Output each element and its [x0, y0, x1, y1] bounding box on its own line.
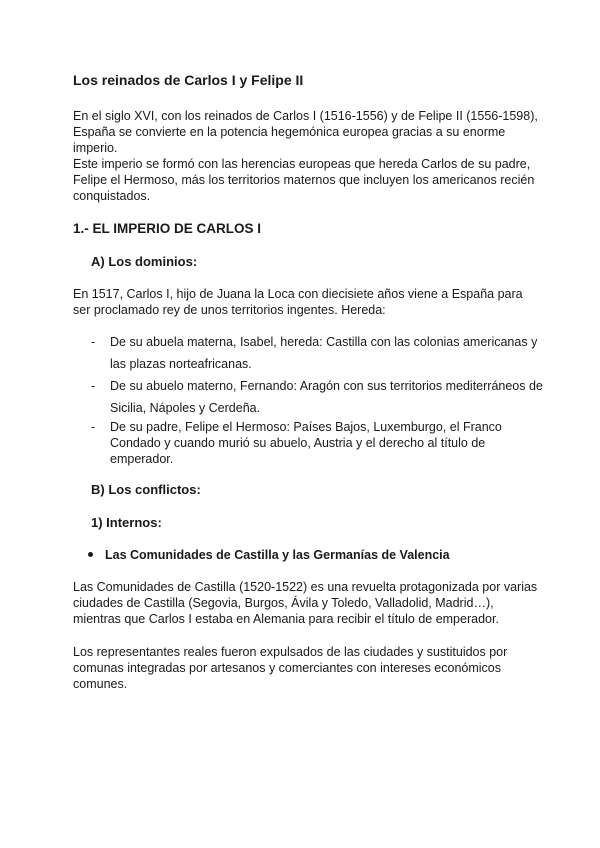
bullet-text: Las Comunidades de Castilla y las Germanías de Valencia [105, 548, 450, 562]
herencias-list [73, 331, 543, 467]
list-item-text: De su abuela materna, Isabel, hereda: Castilla con las colonias americanas y las plazas norteafricanas. [110, 335, 538, 371]
representantes-paragraph: Los representantes reales fueron expulsados de las ciudades y sustituidos por comunas integradas por artesanos y comerciantes con intereses económicos comunes. [73, 645, 508, 691]
dash-marker: - [91, 379, 96, 393]
subheading-internos: 1) Internos: [91, 515, 162, 530]
list-item [73, 331, 543, 375]
list-item-text: De su abuelo materno, Fernando: Aragón con sus territorios mediterráneos de Sicilia, Nápoles y Cerdeña. [110, 379, 543, 415]
list-item [73, 375, 543, 419]
dash-marker: - [91, 335, 96, 349]
dominios-paragraph: En 1517, Carlos I, hijo de Juana la Loca con diecisiete años viene a España para ser proclamado rey de unos territorios ingentes. Hereda: [73, 287, 523, 317]
comunidades-paragraph: Las Comunidades de Castilla (1520-1522) es una revuelta protagonizada por varias ciudades de Castilla (Segovia, Burgos, Ávila y Toledo, Valladolid, Madrid…), mientras que Carlos I estaba en Alemania para recibir el título de emperador. [73, 580, 538, 626]
bullet-comunidades [88, 547, 450, 563]
list-item [73, 419, 543, 467]
subheading-dominios: A) Los dominios: [91, 254, 198, 269]
document-title: Los reinados de Carlos I y Felipe II [73, 72, 304, 88]
subheading-conflictos: B) Los conflictos: [91, 482, 201, 497]
bullet-dot-icon [88, 552, 93, 557]
intro-paragraph-1: En el siglo XVI, con los reinados de Carlos I (1516-1556) y de Felipe II (1556-1598), España se convierte en la potencia hegemónica europea gracias a su enorme imperio. [73, 109, 538, 155]
intro-paragraph-2: Este imperio se formó con las herencias europeas que hereda Carlos de su padre, Felipe el Hermoso, más los territorios maternos que incluyen los americanos recién conquistados. [73, 157, 535, 203]
list-item-text: De su padre, Felipe el Hermoso: Países Bajos, Luxemburgo, el Franco Condado y cuando murió su abuelo, Austria y el derecho al título de emperador. [110, 420, 502, 466]
dash-marker: - [91, 420, 96, 434]
section-heading-imperio: 1.- EL IMPERIO DE CARLOS I [73, 221, 262, 236]
